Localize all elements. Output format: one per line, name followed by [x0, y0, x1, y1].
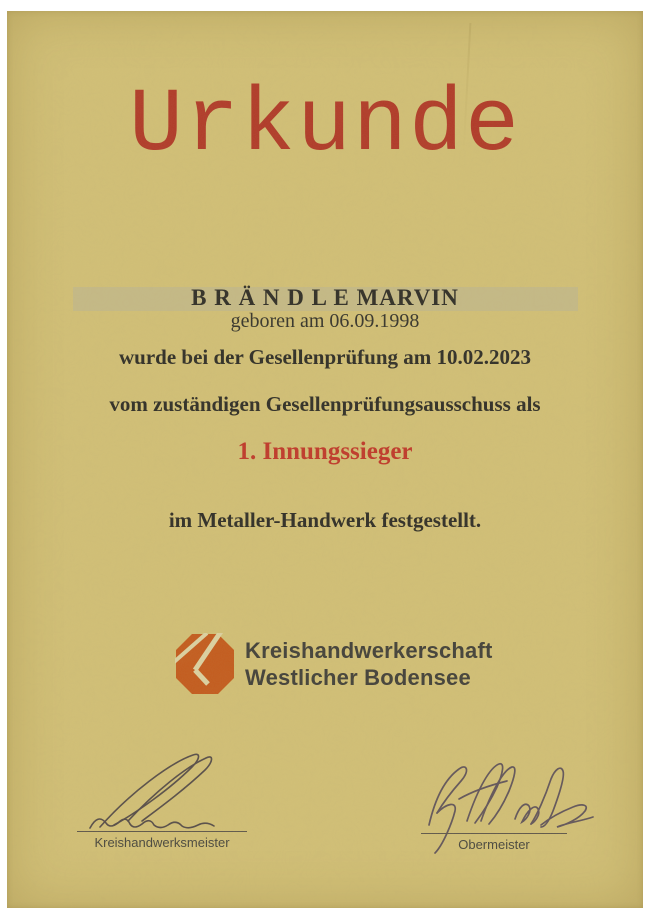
signature-line-left	[77, 831, 247, 832]
organization-name	[245, 637, 545, 691]
signature-line-right	[421, 833, 567, 834]
birth-date-line: geboren am 06.09.1998	[230, 310, 420, 332]
organization-line1: Kreishandwerkerschaft	[245, 638, 493, 663]
trade-line: im Metaller-Handwerk festgestellt.	[168, 508, 482, 532]
organization-line2: Westlicher Bodensee	[245, 665, 471, 690]
award-title: 1. Innungssieger	[237, 438, 413, 465]
handwerk-octagon-icon	[175, 633, 235, 695]
certificate-page	[7, 11, 643, 908]
signature-label-right: Obermeister	[458, 837, 530, 852]
committee-line: vom zuständigen Gesellenprüfungsausschuss als	[109, 392, 541, 416]
recipient-name: B R Ä N D L E MARVIN	[191, 285, 459, 310]
signature-label-left: Kreishandwerksmeister	[94, 835, 230, 850]
signature-left	[70, 745, 270, 840]
certificate-title: Urkunde	[128, 75, 522, 177]
exam-line: wurde bei der Gesellenprüfung am 10.02.2023	[118, 345, 532, 369]
